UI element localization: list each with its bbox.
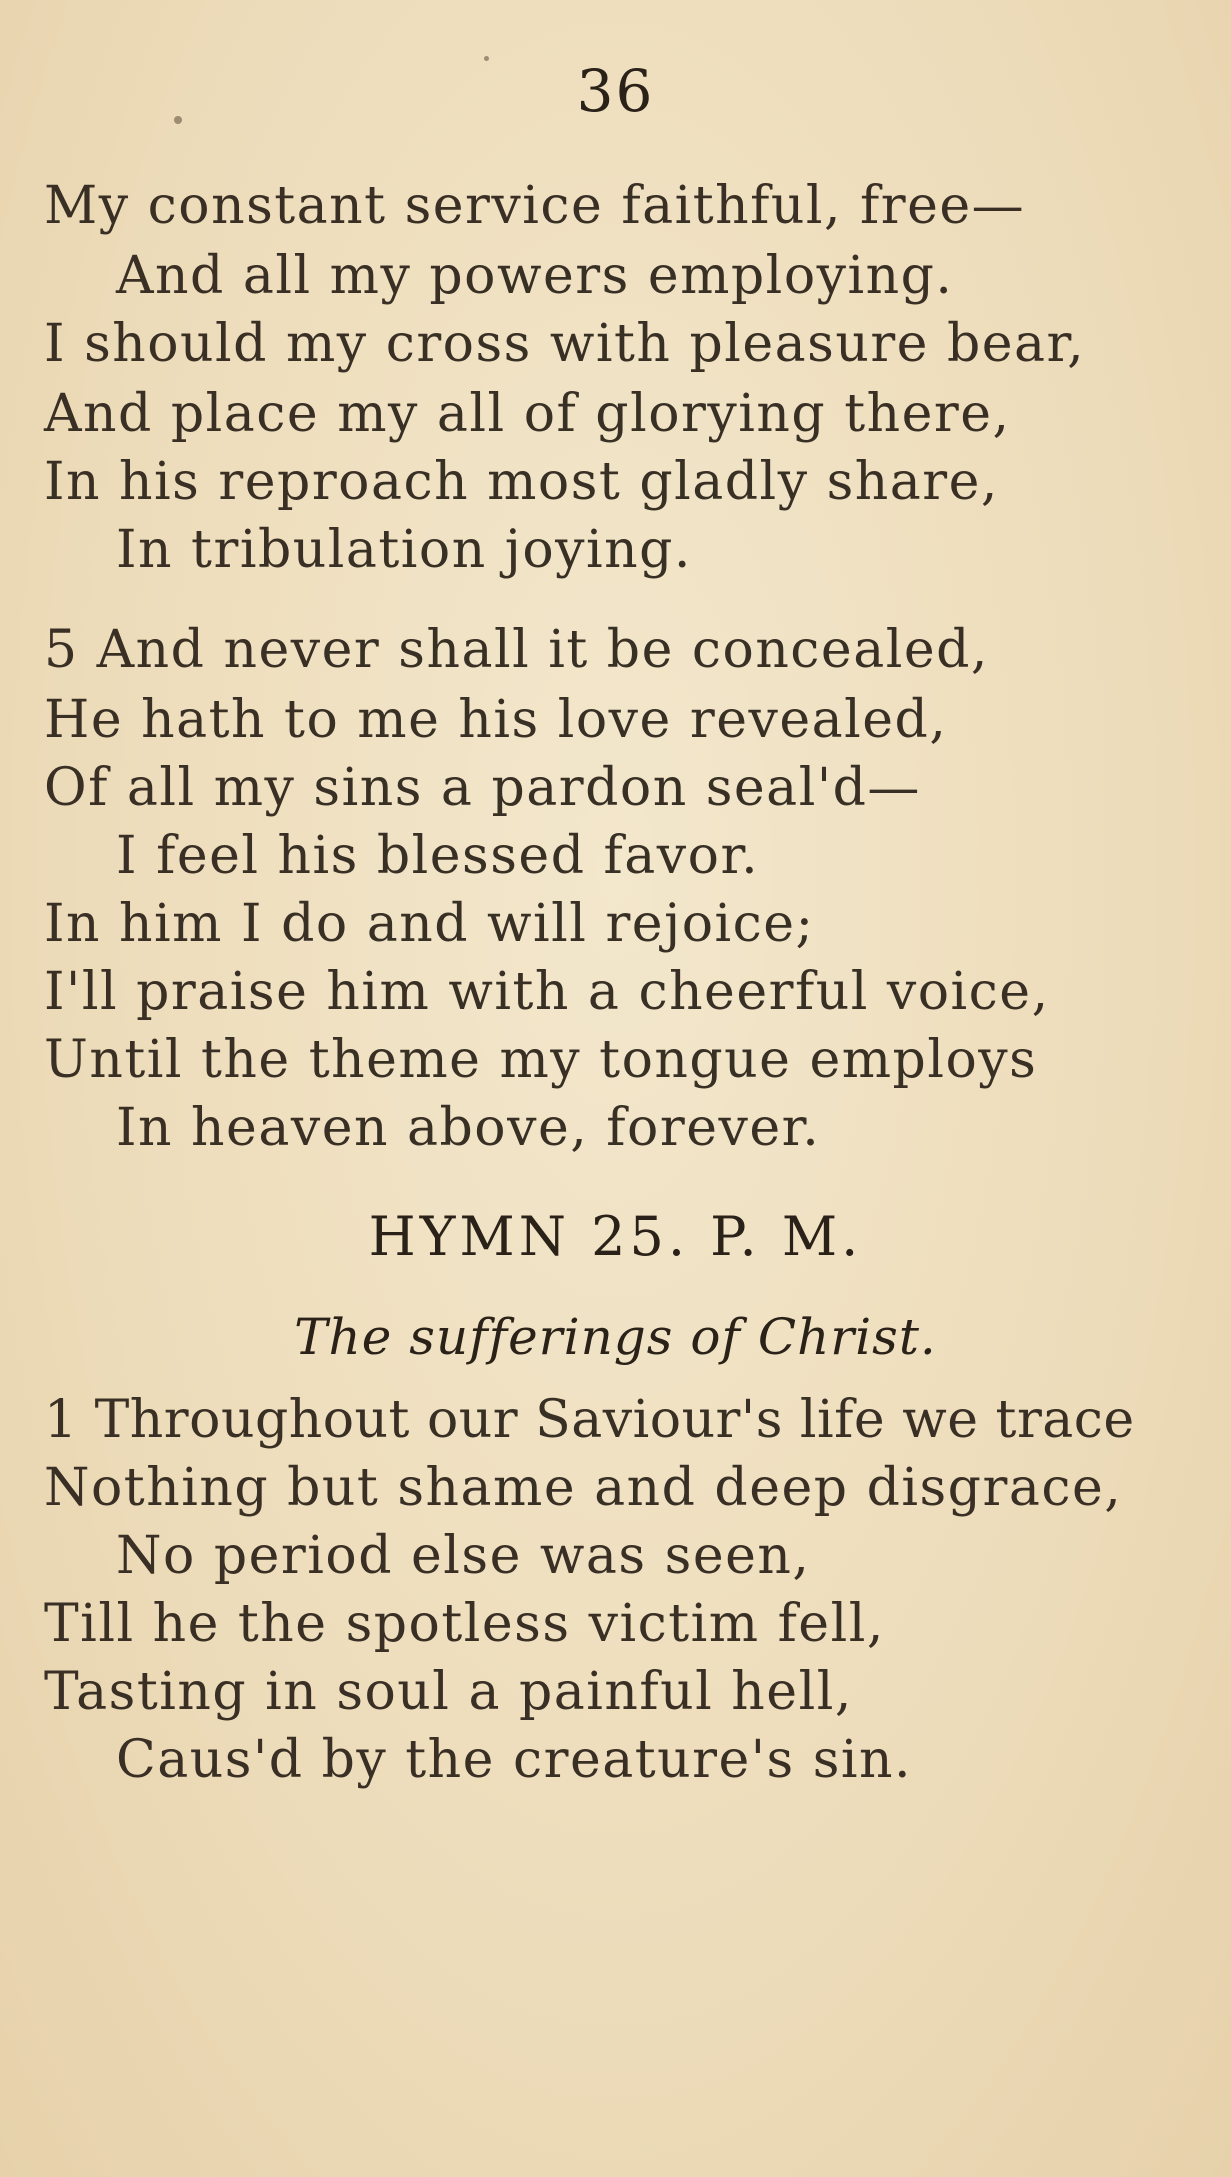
verse-line: I feel his blessed favor. [116,826,760,886]
verse-line: In him I do and will rejoice; [44,894,815,954]
verse-line: He hath to me his love revealed, [44,690,948,750]
verse-line: In heaven above, forever. [116,1098,821,1158]
page-number: 36 [576,57,655,125]
verse-line: And all my powers employing. [116,246,954,306]
verse-line: Of all my sins a pardon seal'd— [44,758,921,818]
hymn-subtitle: The sufferings of Christ. [294,1308,937,1366]
verse-line: And place my all of glorying there, [44,384,1011,444]
verse-line: In his reproach most gladly share, [44,452,999,512]
verse-line: 1 Throughout our Saviour's life we trace [44,1390,1135,1450]
verse-line: Nothing but shame and deep disgrace, [44,1458,1123,1518]
verse-line: Tasting in soul a painful hell, [44,1662,853,1722]
verse-line: I should my cross with pleasure bear, [44,314,1086,374]
verse-line: No period else was seen, [116,1526,811,1586]
hymn-title: HYMN 25. P. M. [368,1205,863,1268]
verse-line: Caus'd by the creature's sin. [116,1730,913,1790]
ink-speck [484,56,489,61]
verse-line: My constant service faithful, free— [44,176,1026,236]
verse-line: I'll praise him with a cheerful voice, [44,962,1050,1022]
verse-line: 5 And never shall it be concealed, [44,620,989,680]
verse-line: Until the theme my tongue employs [44,1030,1038,1090]
verse-line: In tribulation joying. [116,520,692,580]
verse-line: Till he the spotless victim fell, [44,1594,885,1654]
